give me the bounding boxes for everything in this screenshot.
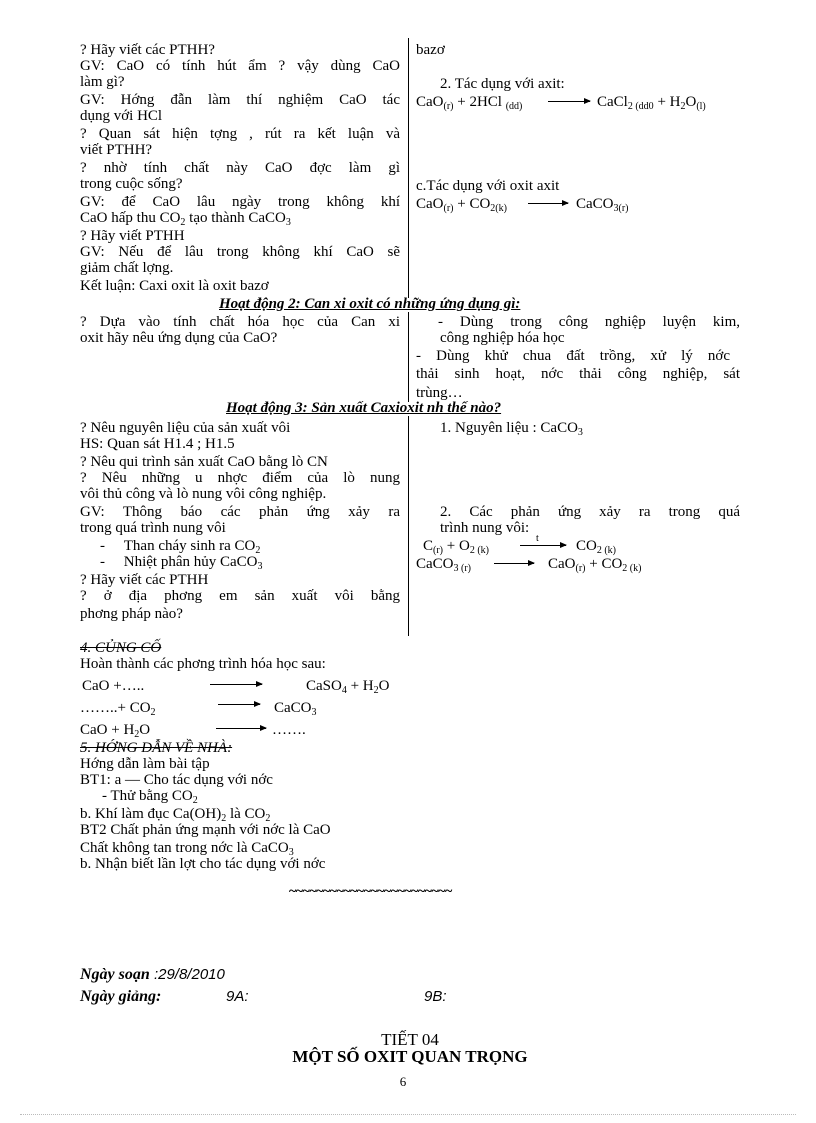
text-line: thải sinh hoạt, nớc thải công nghiệp, sát — [416, 366, 740, 382]
text-line: ? ở địa phơng em sản xuất vôi bằng — [80, 588, 400, 604]
page-bottom-border — [20, 1114, 796, 1115]
text-line: phơng pháp nào? — [80, 606, 183, 622]
text-line: ? nhờ tính chất này CaO đợc làm gì — [80, 160, 400, 176]
exercise-equation-products: CaCO$_3$ — [274, 700, 317, 718]
text-line: CaO hấp thu $CO_2$ tạo thành CaCO$_3$ — [80, 210, 291, 228]
equation-products: CaCO$_{3(r)}$ — [576, 196, 629, 214]
text-line: BT1: a — Cho tác dụng với nớc — [80, 772, 273, 788]
list-item: - Thử bằng $CO_2$ — [102, 788, 198, 806]
text-line: ? Hãy viết các PTHH? — [80, 42, 215, 58]
equation-caO-hcl: CaO$_{(r)}$ + 2HCl $_{(dd)}$ — [416, 94, 523, 112]
exercise-equation-products: ……. — [272, 722, 306, 738]
reaction-arrow — [548, 101, 590, 102]
text-line: trùng… — [416, 385, 463, 401]
text-line: b. Khí làm đục $Ca(OH)_2$ là $CO_2$ — [80, 806, 271, 824]
text-line: dụng với HCl — [80, 108, 163, 124]
section-5-title: 5. HỚNG DẪN VỀ NHÀ: — [80, 740, 233, 756]
reaction-arrow — [218, 704, 260, 705]
equation-products: $CO_{2 (k)}$ — [576, 538, 617, 556]
list-item: - Dùng trong công nghiệp luyện kim, — [438, 314, 740, 330]
teach-date-label: Ngày giảng: — [80, 988, 162, 1005]
text-line: 2. Tác dụng với axit: — [440, 76, 565, 92]
column-divider-1 — [408, 38, 409, 298]
text-line: ? Quan sát hiện tợng , rút ra kết luận và — [80, 126, 400, 142]
text-line: b. Nhận biết lần lợt cho tác dụng với nớc — [80, 856, 326, 872]
text-line: c.Tác dụng với oxit axit — [416, 178, 560, 194]
reaction-arrow — [528, 203, 568, 204]
text-line: làm gì? — [80, 74, 125, 90]
column-divider-2 — [408, 312, 409, 402]
list-item: - Than cháy sinh ra $CO_2$ — [100, 538, 261, 556]
text-line: 1. Nguyên liệu : CaCO$_3$ — [440, 420, 583, 438]
exercise-equation-products: CaSO$_4$ + $H_2O$ — [306, 678, 390, 696]
text-line: vôi thủ công và lò nung vôi công nghiệp. — [80, 486, 327, 502]
equation-combustion: $C_{(r)} + O_{2 (k)}$ — [423, 538, 489, 556]
text-line: viết PTHH? — [80, 142, 153, 158]
text-line: GV: Thông báo các phản ứng xảy ra — [80, 504, 400, 520]
column-divider-3 — [408, 416, 409, 636]
prep-date: Ngày soạn :29/8/2010 — [80, 966, 225, 983]
text-line: ? Nêu qui trình sản xuất CaO bằng lò CN — [80, 454, 328, 470]
list-item: - Dùng khử chua đất trồng, xử lý nớc — [416, 348, 730, 364]
tilde-separator: ~~~~~~~~~~~~~~~~~~~~~~~~ — [289, 884, 452, 899]
activity-2-heading: Hoạt động 2: Can xi oxit có những ứng dụng gì: — [219, 296, 521, 312]
text-line: Chất không tan trong nớc là CaCO$_3$ — [80, 840, 294, 858]
reaction-arrow — [216, 728, 266, 729]
class-9b: 9B: — [424, 988, 447, 1005]
section-4-title: 4. CỦNG CỐ — [80, 640, 162, 656]
equation-decomposition: CaCO$_{3 (r)}$ — [416, 556, 471, 574]
text-line: giảm chất lợng. — [80, 260, 174, 276]
reaction-arrow — [494, 563, 534, 564]
text-line: ? Nêu những u nhợc điểm của lò nung — [80, 470, 400, 486]
text-line: ? Dựa vào tính chất hóa học của Can xi — [80, 314, 400, 330]
equation-products: $CaO_{(r)} + CO_{2 (k)}$ — [548, 556, 642, 574]
exercise-equation: CaO +….. — [82, 678, 145, 694]
equation-products: CaCl$_{2 (dd0}$ + $H_2O_{(l)}$ — [597, 94, 706, 112]
lesson-title: MỘT SỐ OXIT QUAN TRỌNG — [292, 1047, 528, 1066]
list-item: - Nhiệt phân hủy CaCO$_3$ — [100, 554, 263, 572]
text-line: HS: Quan sát H1.4 ; H1.5 — [80, 436, 235, 452]
activity-3-heading: Hoạt động 3: Sản xuất Caxioxit nh thế nào? — [226, 400, 502, 416]
text-line: trong quá trình nung vôi — [80, 520, 226, 536]
class-9a: 9A: — [226, 988, 249, 1005]
text-line: oxit hãy nêu ứng dụng của CaO? — [80, 330, 278, 346]
text-line: GV: Hớng đẫn làm thí nghiệm CaO tác — [80, 92, 400, 108]
text-line: trong cuộc sống? — [80, 176, 183, 192]
text-line: GV: để CaO lâu ngày trong không khí — [80, 194, 400, 210]
text-line: ? Hãy viết PTHH — [80, 228, 185, 244]
text-line: Hoàn thành các phơng trình hóa học sau: — [80, 656, 326, 672]
text-line: 2. Các phản ứng xảy ra trong quá — [440, 504, 740, 520]
exercise-equation: CaO + $H_2O$ — [80, 722, 151, 740]
reaction-arrow — [520, 545, 566, 546]
temperature-label: t — [536, 533, 539, 544]
reaction-arrow — [210, 684, 262, 685]
text-line: Hớng dẫn làm bài tập — [80, 756, 210, 772]
text-line: trình nung vôi: — [440, 520, 530, 536]
text-line: BT2 Chất phản ứng mạnh với nớc là CaO — [80, 822, 331, 838]
page-number: 6 — [399, 1074, 407, 1089]
exercise-equation: ……..+ $CO_2$ — [80, 700, 156, 718]
text-line: GV: CaO có tính hút ẩm ? vậy dùng CaO — [80, 58, 400, 74]
conclusion-line: Kết luận: Caxi oxit là oxit bazơ — [80, 278, 269, 294]
lesson-number: TIẾT 04 — [381, 1030, 439, 1049]
text-line: bazơ — [416, 42, 445, 58]
text-line: công nghiệp hóa học — [440, 330, 565, 346]
text-line: ? Hãy viết các PTHH — [80, 572, 209, 588]
text-line: ? Nêu nguyên liệu của sản xuất vôi — [80, 420, 291, 436]
equation-cao-co2: $CaO_{(r)} + CO_{2(k)}$ — [416, 196, 507, 214]
text-line: GV: Nếu để lâu trong không khí CaO sẽ — [80, 244, 400, 260]
